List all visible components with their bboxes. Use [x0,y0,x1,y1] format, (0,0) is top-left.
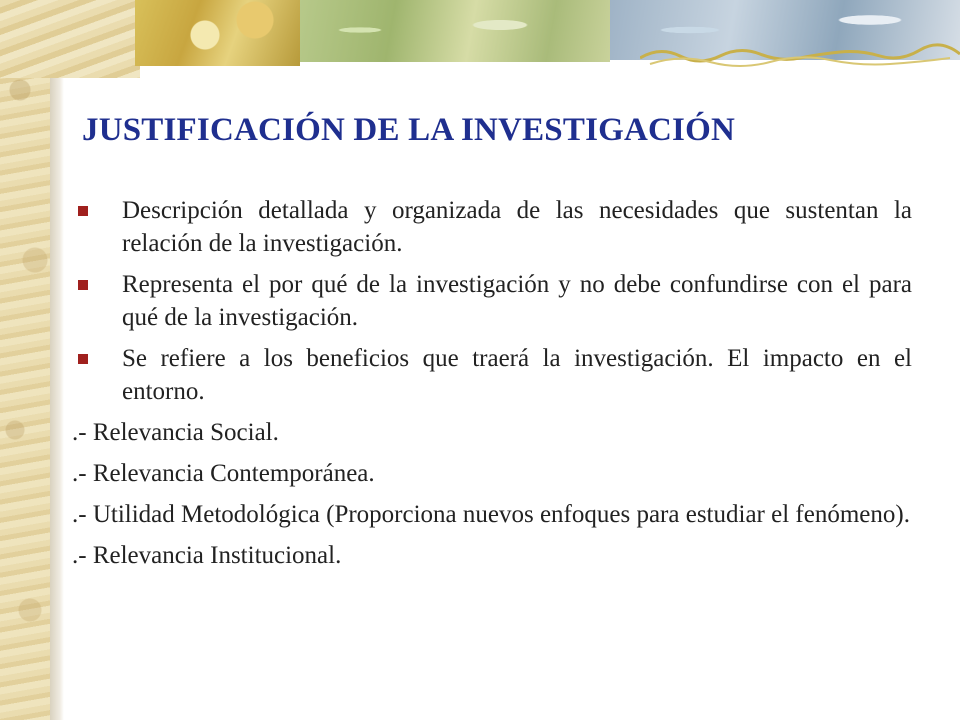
banner-tile-green [300,0,610,62]
bullet-item [72,194,912,260]
bullet-text: Se refiere a los beneficios que traerá la investigación. El impacto en el entorno. [122,345,912,405]
page-shadow [50,78,64,720]
bullet-item [72,342,912,408]
square-bullet-icon [78,206,88,216]
bullet-item [72,268,912,334]
bullet-text: Descripción detallada y organizada de las necesidades que sustentan la relación de la investigación. [122,197,912,257]
banner-squiggle [640,40,960,70]
relevance-item: .- Relevancia Institucional. [72,542,342,569]
square-bullet-icon [78,280,88,290]
slide-body [72,194,912,580]
decorative-banner [0,0,960,78]
bullet-text: Representa el por qué de la investigación y no debe confundirse con el para qué de la investigación. [122,271,912,331]
banner-tile-parchment [0,0,140,78]
relevance-item: .- Utilidad Metodológica (Proporciona nuevos enfoques para estudiar el fenómeno). [72,501,910,528]
banner-tile-gold [135,0,300,66]
parchment-strip [0,0,50,720]
square-bullet-icon [78,354,88,364]
relevance-item: .- Relevancia Contemporánea. [72,460,375,487]
relevance-item: .- Relevancia Social. [72,419,279,446]
slide-title: JUSTIFICACIÓN DE LA INVESTIGACIÓN [82,112,735,148]
